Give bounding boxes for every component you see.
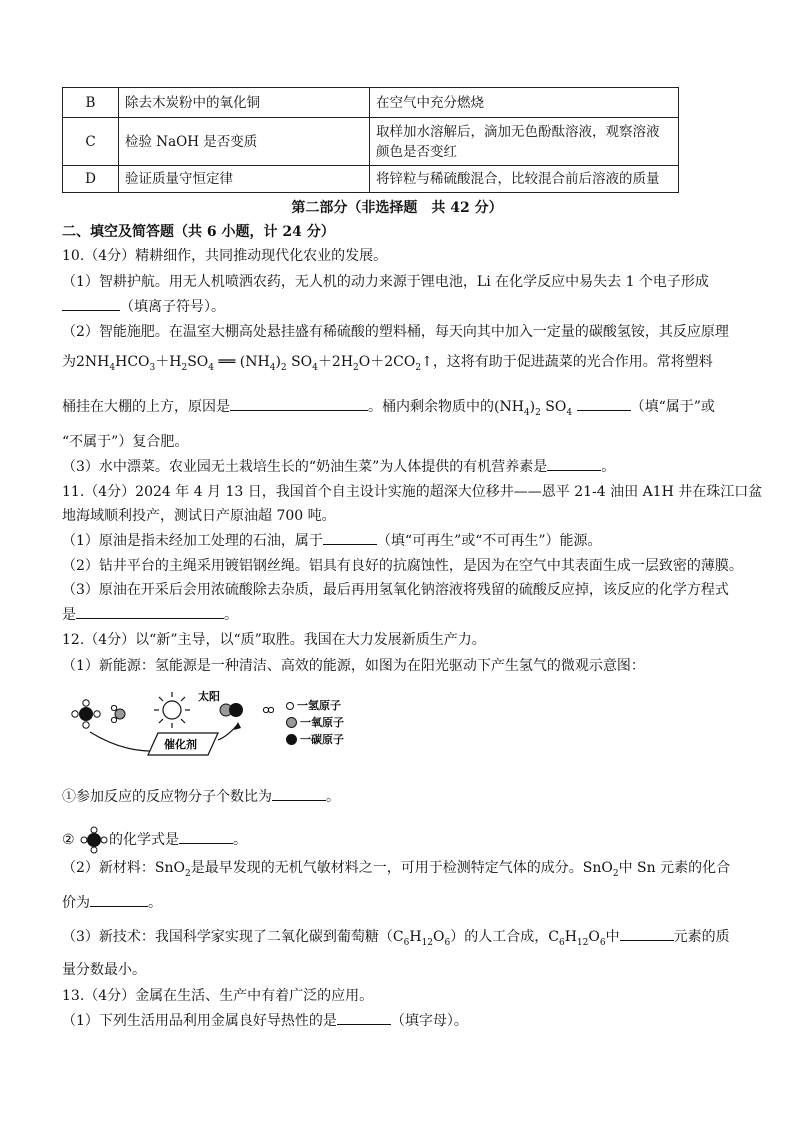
legend-item: 一氧原子 <box>286 714 344 731</box>
co2-molecule-icon <box>72 700 100 728</box>
table-row <box>63 88 679 118</box>
answer-blank[interactable] <box>272 786 326 801</box>
q11-part3: （3）原油在开采后会用浓硫酸除去杂质，最后再用氢氧化钠溶液将残留的硫酸反应掉，该反应的化学方程式 <box>62 582 729 598</box>
answer-blank[interactable] <box>62 296 120 311</box>
q10-part3: （3）水中漂菜。农业园无土栽培生长的“奶油生菜”为人体提供的有机营养素是 。 <box>62 456 615 477</box>
arrow-head-icon <box>234 722 241 730</box>
legend-item: 一碳原子 <box>286 731 344 748</box>
q12-stem: 12.（4分）以“新”主导，以“质”取胜。我国在大力发展新质生产力。 <box>62 632 486 648</box>
answer-blank[interactable] <box>620 926 674 941</box>
q11-stem: 11.（4分）2024 年 4 月 13 日，我国首个自主设计实施的超深大位移井——恩平 21-4 油田 A1H 井在珠江口盆 <box>62 484 763 500</box>
answer-blank[interactable] <box>230 396 368 411</box>
option-key: B <box>63 88 119 118</box>
q10-part2-text: （2）智能施肥。在温室大棚高处悬挂盛有稀硫酸的塑料桶，每天向其中加入一定量的碳酸氢铵，其反应原理 <box>62 324 729 340</box>
table-row <box>63 166 679 193</box>
q12-part2-line2: 价为 。 <box>62 892 162 913</box>
formula-glucose: $C_6H_{12}O_6$ <box>392 929 451 948</box>
q10-part1-hint: （填离子符号）。 <box>120 299 225 315</box>
q12-part2: （2）新材料：SnO$_2$是最早发现的无机气敏材料之一，可用于检测特定气体的成分。SnO$_2$中 Sn 元素的化合 <box>62 860 731 879</box>
answer-blank[interactable] <box>323 530 377 545</box>
options-table <box>62 87 679 193</box>
answer-blank[interactable] <box>337 1010 391 1025</box>
carbon-atom-icon <box>286 734 297 745</box>
reaction-equation: $2NH_4HCO_3+H_2SO_4$ ══ $(NH_4)_2$ $SO_4+2H_2O+2CO_2↑$ <box>76 354 433 373</box>
q12-part1: （1）新能源：氢能源是一种清洁、高效的能源，如图为在阳光驱动下产生氢气的微观示意图： <box>62 658 645 674</box>
option-experiment: 验证质量守恒定律 <box>119 166 370 193</box>
formula-glucose: $C_6H_{12}O_6$ <box>548 929 606 948</box>
answer-blank[interactable] <box>179 829 233 844</box>
answer-blank[interactable] <box>90 892 148 907</box>
option-key: D <box>63 166 119 193</box>
q10-part2-line4: “不属于”）复合肥。 <box>62 434 189 450</box>
table-row <box>63 118 679 166</box>
q13-stem: 13.（4分）金属在生活、生产中有着广泛的应用。 <box>62 988 374 1004</box>
q12-part3: （3）新技术：我国科学家实现了二氧化碳到葡萄糖$(C_6H_{12}O_6)$的人工合成，$C_6H_{12}O_6$中 元素的质 <box>62 926 730 953</box>
section2-title: 二、填空及简答题（共 6 小题，计 24 分） <box>62 224 335 240</box>
q11-part3-line2: 是 。 <box>62 604 238 625</box>
hydrogen-atom-icon <box>286 702 294 710</box>
option-method: 在空气中充分燃烧 <box>370 88 679 118</box>
q11-stem-line2: 地海域顺利投产，测试日产原油超 700 吨。 <box>62 508 336 524</box>
legend-item: 一氢原子 <box>286 697 344 714</box>
q10-part1-text: （1）智耕护航。用无人机喷洒农药，无人机的动力来源于锂电池，Li 在化学反应中易失去 1 个电子形成 <box>62 274 709 290</box>
answer-blank[interactable] <box>76 604 224 619</box>
sun-label: 太阳 <box>198 690 220 703</box>
atom-legend <box>286 697 344 748</box>
catalyst-label: 催化剂 <box>164 738 197 751</box>
q12-sub1: ①参加反应的反应物分子个数比为 。 <box>62 786 340 807</box>
sun-icon <box>154 692 190 728</box>
q10-part1-line2 <box>62 296 225 317</box>
option-method: 将锌粒与稀硫酸混合，比较混合前后溶液的质量 <box>370 166 679 193</box>
co-molecule-icon <box>220 703 243 717</box>
methane-molecule-icon <box>79 826 109 854</box>
q12-part3-line2: 量分数最小。 <box>62 962 146 978</box>
q10-equation-line: 为$2NH_4HCO_3+H_2SO_4$ ══ $(NH_4)_2$ $SO_4+2H_2O+2CO_2↑$，这将有助于促进蔬菜的光合作用。常将塑料 <box>62 354 713 373</box>
q12-sub2: ② 的化学式是 。 <box>62 826 247 854</box>
formula-ammonium-sulfate: $(NH_4)_2$ $SO_4$ <box>494 399 573 418</box>
hydrogen-molecule-icon <box>263 707 273 712</box>
option-method: 取样加水溶解后，滴加无色酚酞溶液，观察溶液颜色是否变红 <box>370 118 679 166</box>
option-experiment: 检验 NaOH 是否变质 <box>119 118 370 166</box>
q11-part1: （1）原油是指未经加工处理的石油，属于 （填“可再生”或“不可再生”）能源。 <box>62 530 602 551</box>
q10-part2-line3: 桶挂在大棚的上方，原因是 。桶内剩余物质中的$(NH_4)_2$ $SO_4$ （填“属于”或 <box>62 396 715 423</box>
oxygen-atom-icon <box>286 717 297 728</box>
part2-title: 第二部分（非选择题 共 42 分） <box>291 200 503 216</box>
answer-blank[interactable] <box>577 396 631 411</box>
answer-blank[interactable] <box>547 456 601 471</box>
water-molecule-icon <box>111 705 125 722</box>
q10-stem: 10.（4分）精耕细作，共同推动现代化农业的发展。 <box>62 248 388 264</box>
option-key: C <box>63 118 119 166</box>
option-experiment: 除去木炭粉中的氧化铜 <box>119 88 370 118</box>
q13-part1: （1）下列生活用品利用金属良好导热性的是 （填字母）。 <box>62 1010 468 1031</box>
q11-part2: （2）钻井平台的主绳采用镀铝钢丝绳。铝具有良好的抗腐蚀性，是因为在空气中其表面生成一层致密的薄膜。 <box>62 558 743 574</box>
